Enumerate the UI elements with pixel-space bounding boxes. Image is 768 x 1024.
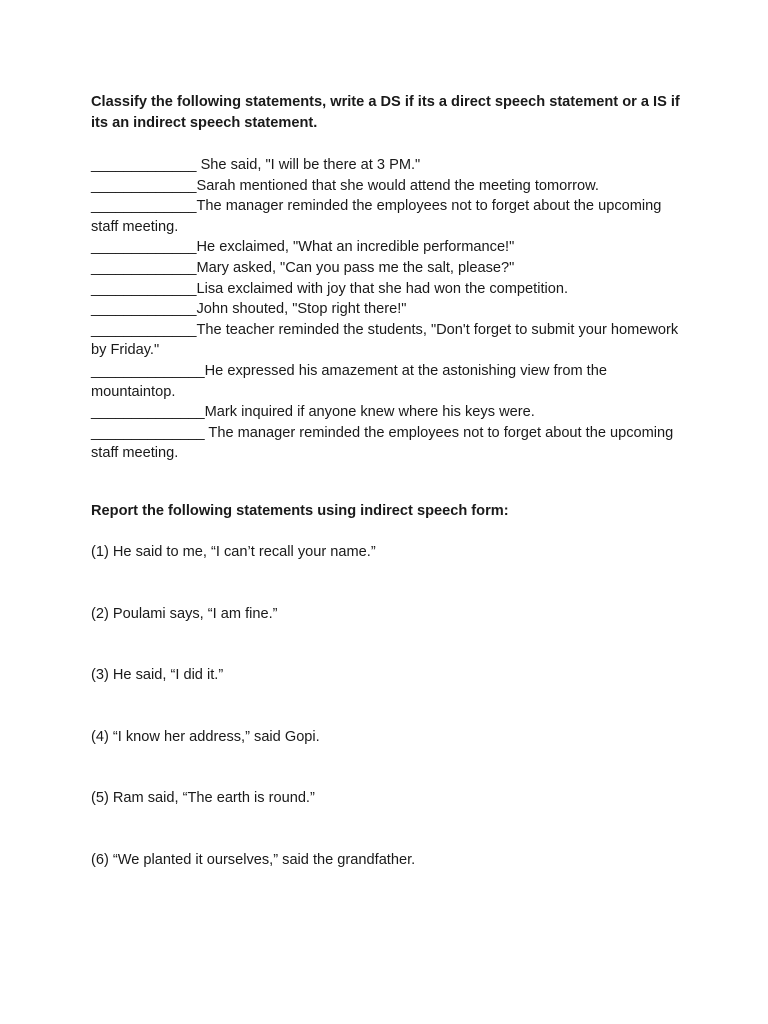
statement-item: _____________Lisa exclaimed with joy that she had won the competition. [91,280,569,297]
question-item: (4) “I know her address,” said Gopi. [91,729,320,745]
question-item: (2) Poulami says, “I am fine.” [91,606,278,622]
indirect-speech-instructions: Report the following statements using indirect speech form: [91,503,509,519]
question-item: (3) He said, “I did it.” [91,667,224,683]
statement-item: ______________He expressed his amazement at the astonishing view from the mountaintop. [91,362,607,400]
statement-item: _____________Sarah mentioned that she would attend the meeting tomorrow. [91,177,599,194]
statement-item: _____________The teacher reminded the students, "Don't forget to submit your homework by Friday." [91,321,679,359]
classification-instructions: Classify the following statements, write a DS if its a direct speech statement or a IS if its an indirect speech statement. [91,94,680,131]
question-item: (5) Ram said, “The earth is round.” [91,790,315,806]
question-item: (1) He said to me, “I can’t recall your name.” [91,544,376,560]
statement-item: ______________ The manager reminded the employees not to forget about the upcoming staff meeting. [91,424,674,462]
statement-list [91,155,681,464]
statement-item: _____________Mary asked, "Can you pass me the salt, please?" [91,259,515,276]
statement-item: _____________The manager reminded the employees not to forget about the upcoming staff meeting. [91,198,662,235]
statement-item: _____________John shouted, "Stop right there!" [91,301,407,318]
indirect-speech-section [91,501,681,868]
question-item: (6) “We planted it ourselves,” said the grandfather. [91,852,416,868]
statement-item: _____________He exclaimed, "What an incredible performance!" [91,239,515,256]
classification-section [91,92,681,464]
statement-item: ______________Mark inquired if anyone knew where his keys were. [91,404,535,421]
statement-item: _____________ She said, "I will be there at 3 PM." [91,157,421,173]
